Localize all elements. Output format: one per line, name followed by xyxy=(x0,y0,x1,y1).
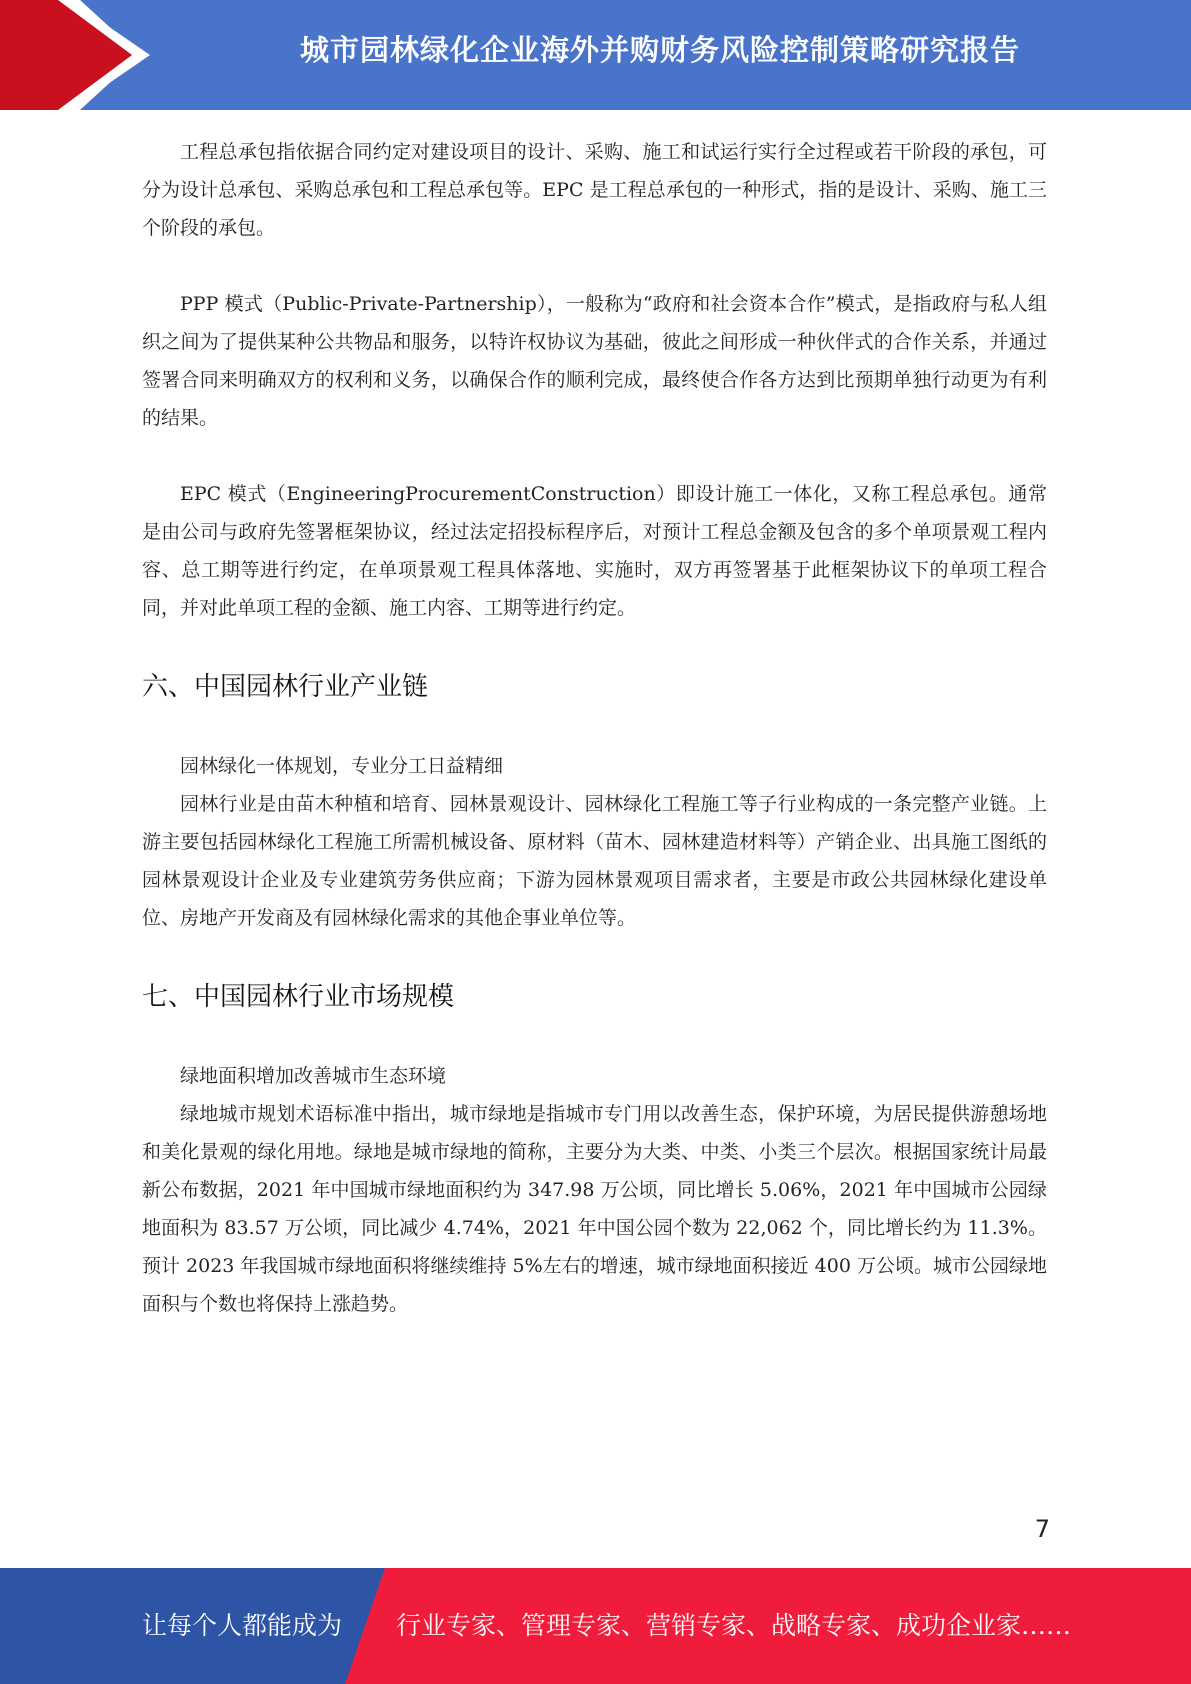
section-heading-industry-chain: 六、中国园林行业产业链 xyxy=(142,672,429,702)
footer-slogan-left: 让每个人都能成为 xyxy=(142,1611,343,1640)
page-header xyxy=(0,0,1191,110)
page-number: 7 xyxy=(1034,1515,1050,1543)
header-title: 城市园林绿化企业海外并购财务风险控制策略研究报告 xyxy=(299,33,1020,67)
subheading-industry-chain: 园林绿化一体规划，专业分工日益精细 xyxy=(180,755,504,777)
paragraph-ppp-model: PPP 模式（Public-Private-Partnership），一般称为“政府和社会资本合作”模式，是指政府与私人组织之间为了提供某种公共物品和服务，以特许权协议为基础，彼此之间形成一种伙伴式的合作关系，并通过签署合同来明确双方的权利和义务，以确保合作的顺利完成，最终使合作各方达到比预期单独行动更为有利的结果。 xyxy=(142,293,1047,429)
paragraph-market-size: 绿地城市规划术语标准中指出，城市绿地是指城市专门用以改善生态，保护环境，为居民提供游憩场地和美化景观的绿化用地。绿地是城市绿地的简称，主要分为大类、中类、小类三个层次。根据国家统计局最新公布数据，2021 年中国城市绿地面积约为 347.98 万公顷，同比增长 5.06%，2021 年中国城市公园绿地面积为 83.57 万公顷，同比减少 4.74%，2021 年中国公园个数为 22,062 个，同比增长约为 11.3%。预计 2023 年我国城市绿地面积将继续维持 5%左右的增速，城市绿地面积接近 400 万公顷。城市公园绿地面积与个数也将保持上涨趋势。 xyxy=(142,1103,1047,1315)
subheading-market-size: 绿地面积增加改善城市生态环境 xyxy=(180,1065,447,1087)
page-content xyxy=(142,133,1047,1323)
paragraph-epc-definition: 工程总承包指依据合同约定对建设项目的设计、采购、施工和试运行实行全过程或若干阶段的承包，可分为设计总承包、采购总承包和工程总承包等。EPC 是工程总承包的一种形式，指的是设计、采购、施工三个阶段的承包。 xyxy=(142,141,1047,239)
section-heading-market-size: 七、中国园林行业市场规模 xyxy=(142,982,455,1012)
page-footer xyxy=(0,1568,1191,1684)
paragraph-industry-chain: 园林行业是由苗木种植和培育、园林景观设计、园林绿化工程施工等子行业构成的一条完整产业链。上游主要包括园林绿化工程施工所需机械设备、原材料（苗木、园林建造材料等）产销企业、出具施工图纸的园林景观设计企业及专业建筑劳务供应商；下游为园林景观项目需求者，主要是市政公共园林绿化建设单位、房地产开发商及有园林绿化需求的其他企事业单位等。 xyxy=(142,793,1047,929)
footer-slogan-right: 行业专家、管理专家、营销专家、战略专家、成功企业家…… xyxy=(396,1611,1072,1640)
paragraph-epc-model: EPC 模式（EngineeringProcurementConstruction）即设计施工一体化，又称工程总承包。通常是由公司与政府先签署框架协议，经过法定招投标程序后，对预计工程总金额及包含的多个单项景观工程内容、总工期等进行约定，在单项景观工程具体落地、实施时，双方再签署基于此框架协议下的单项工程合同，并对此单项工程的金额、施工内容、工期等进行约定。 xyxy=(142,483,1047,619)
